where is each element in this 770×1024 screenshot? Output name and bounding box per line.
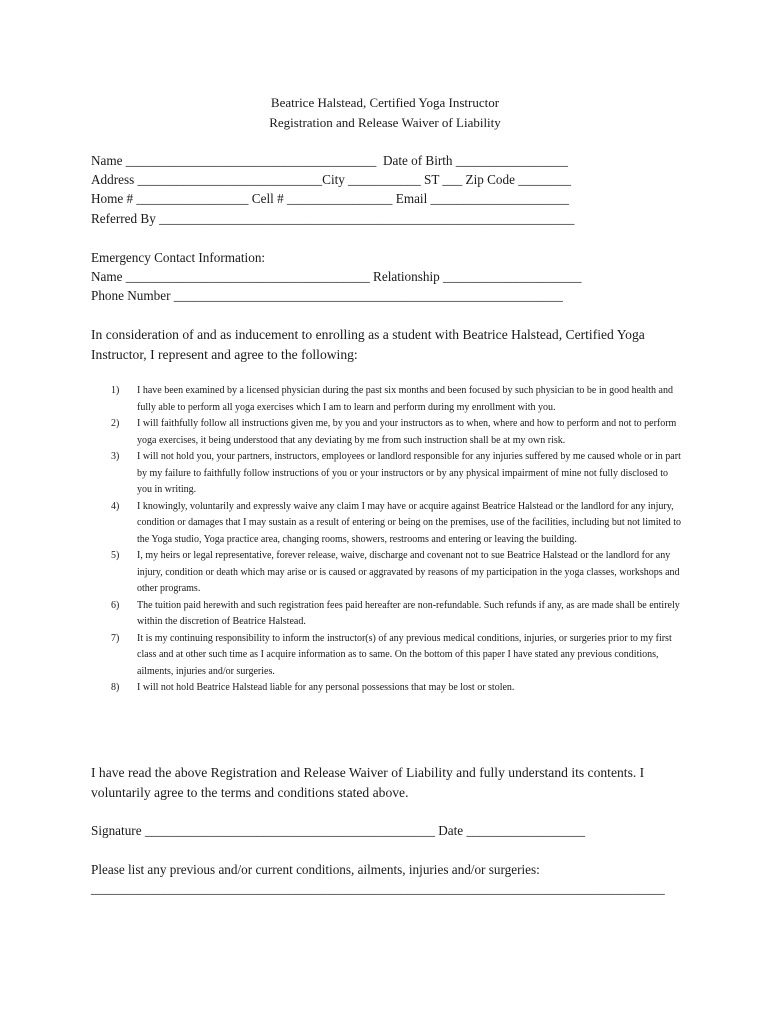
term-item bbox=[91, 383, 691, 416]
term-item bbox=[91, 598, 691, 631]
intro-paragraph: In consideration of and as inducement to enrolling as a student with Beatrice Halstead, Certified Yoga Instructor, I represent and agree to the following: bbox=[91, 327, 645, 362]
emergency-phone-row[interactable]: Phone Number ___________________________________________________________ bbox=[91, 288, 563, 303]
term-number: 2) bbox=[111, 418, 120, 429]
term-number: 8) bbox=[111, 682, 120, 693]
term-item bbox=[91, 631, 691, 681]
term-text: It is my continuing responsibility to inform the instructor(s) of any previous medical conditions, injuries, or surgeries prior to my first class and at other such time as I acquire information as to same. On the bottom of this paper I have stated any previous conditions, ailments, injuries and/or surgeries. bbox=[137, 632, 672, 677]
conditions-prompt: Please list any previous and/or current conditions, ailments, injuries and/or surgeries: bbox=[91, 862, 540, 877]
term-text: I have been examined by a licensed physician during the past six months and been focused by such physician to be in good health and fully able to perform all yoga exercises which I am to learn and perform during my enrollment with you. bbox=[137, 385, 673, 413]
term-text: I will not hold you, your partners, instructors, employees or landlord responsible for any injuries suffered by me caused whole or in part by my failure to faithfully follow instructions of you or your instructors or by any physical impairment of mine not fully disclosed to you in writing. bbox=[137, 451, 681, 495]
terms-list bbox=[91, 383, 691, 697]
term-number: 1) bbox=[111, 385, 120, 396]
term-text: I will not hold Beatrice Halstead liable for any personal possessions that may be lost or stolen. bbox=[137, 682, 515, 693]
signature-date-row[interactable]: Signature ____________________________________________ Date __________________ bbox=[91, 823, 586, 838]
term-text: I will faithfully follow all instructions given me, by you and your instructors as to when, where and how to perform and not to perform yoga exercises, it being understood that any deviating by me from such instruction shall be at my own risk. bbox=[137, 418, 677, 446]
term-number: 7) bbox=[111, 632, 120, 644]
emergency-name-row[interactable]: Name _____________________________________ Relationship _____________________ bbox=[91, 269, 582, 284]
term-number: 3) bbox=[111, 451, 120, 462]
term-text: I knowingly, voluntarily and expressly waive any claim I may have or acquire against Beatrice Halstead or the landlord for any injury, condition or damages that I may sustain as a result of entering or being on the premises, use of the facilities, including but not limited to the Yoga studio, Yoga practice area, changing rooms, showers, restrooms and entering or leaving the building. bbox=[137, 500, 682, 545]
name-dob-row[interactable]: Name ______________________________________ Date of Birth _________________ bbox=[91, 153, 568, 168]
term-text: I, my heirs or legal representative, forever release, waive, discharge and covenant not to sue Beatrice Halstead or the landlord for any injury, condition or death which may arise or is caused or aggravated by reasons of my participation in the yoga classes, workshops and other programs. bbox=[137, 550, 680, 594]
phone-email-row[interactable]: Home # _________________ Cell # ________________ Email _____________________ bbox=[91, 191, 570, 206]
term-number: 4) bbox=[111, 500, 120, 512]
acknowledgment-paragraph: I have read the above Registration and Release Waiver of Liability and fully understand its contents. I voluntarily agree to the terms and conditions stated above. bbox=[91, 765, 645, 800]
term-item bbox=[91, 548, 691, 598]
term-item bbox=[91, 499, 691, 549]
term-number: 5) bbox=[111, 550, 120, 561]
form-title: Registration and Release Waiver of Liability bbox=[269, 114, 501, 130]
term-item bbox=[91, 680, 691, 697]
address-row[interactable]: Address ____________________________City ___________ ST ___ Zip Code ________ bbox=[91, 172, 572, 187]
conditions-line[interactable]: _______________________________________________________________________________________ bbox=[91, 881, 665, 896]
document-header bbox=[0, 93, 770, 132]
term-number: 6) bbox=[111, 599, 120, 611]
referred-by-row[interactable]: Referred By _______________________________________________________________ bbox=[91, 211, 575, 226]
term-text: The tuition paid herewith and such registration fees paid hereafter are non-refundable. Such refunds if any, as are made shall be entirely within the discretion of Beatrice Halstead. bbox=[137, 599, 680, 627]
term-item bbox=[91, 449, 691, 499]
instructor-title: Beatrice Halstead, Certified Yoga Instructor bbox=[270, 95, 500, 110]
emergency-contact-heading: Emergency Contact Information: bbox=[91, 250, 266, 265]
term-item bbox=[91, 416, 691, 449]
